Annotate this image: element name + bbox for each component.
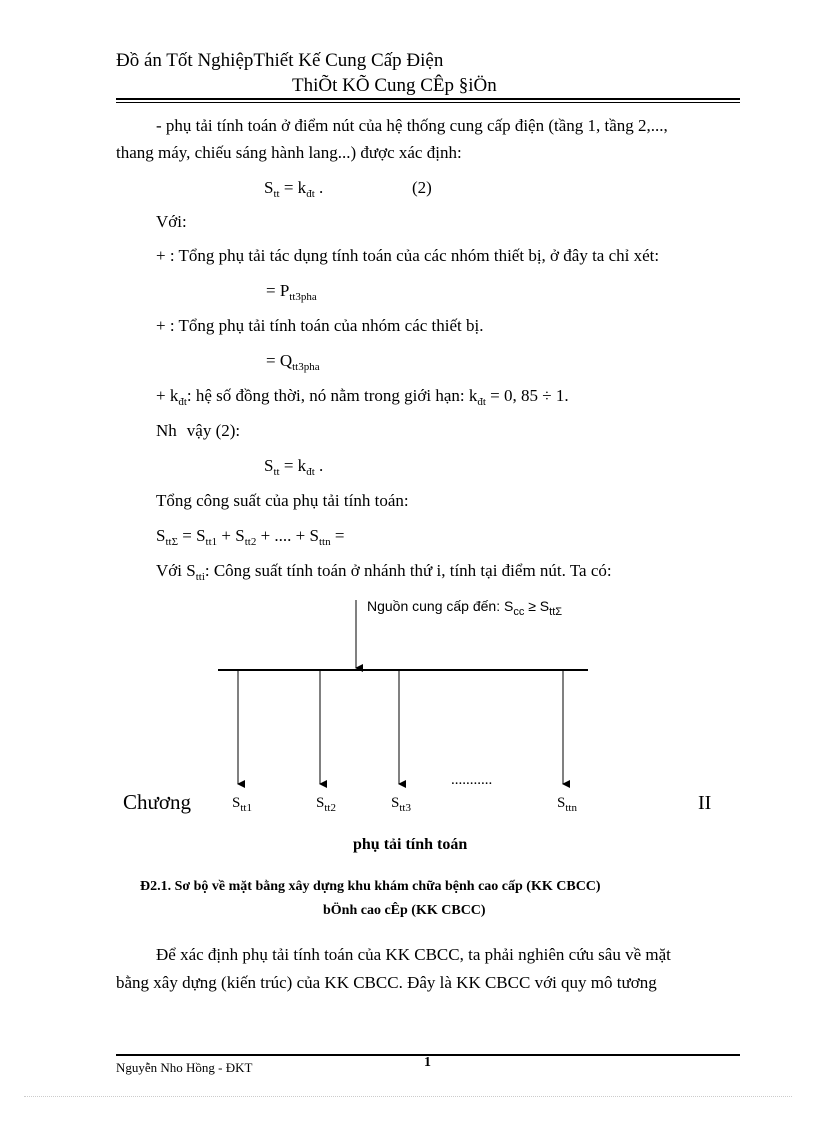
- equation-2: $S_{tt} = k_{đt}$ .: [264, 178, 324, 200]
- paragraph-line: - phụ tải tính toán ở điểm nút của hệ thống cung cấp điện (tầng 1, tầng 2,...,: [156, 116, 668, 135]
- section-heading-2: bÖnh cao cÊp (KK CBCC): [323, 903, 486, 918]
- ellipsis: ...........: [451, 772, 493, 788]
- header-subtitle: ThiÕt KÕ Cung CÊp §iÖn: [292, 75, 497, 96]
- equation-number: (2): [412, 178, 432, 197]
- equation-3: $S_{tt} = k_{đt}$ .: [264, 456, 324, 478]
- definition-item: + : Tổng phụ tải tính toán của nhóm các thiết bị.: [156, 316, 484, 335]
- chapter-title: phụ tải tính toán: [353, 836, 468, 853]
- paragraph-line: Để xác định phụ tải tính toán của KK CBCC, ta phải nghiên cứu sâu về mặt: [156, 945, 671, 964]
- section-heading: Đ2.1. Sơ bộ về mặt bằng xây dựng khu khám chữa bệnh cao cấp (KK CBCC): [140, 879, 601, 894]
- load-label-2: $S_{tt2}$: [316, 795, 336, 814]
- source-label: Nguồn cung cấp đến: $S_{cc} \ge S_{tt\Sigma}$: [367, 598, 563, 618]
- load-label-3: $S_{tt3}$: [391, 795, 411, 814]
- chapter-word: Chương: [123, 790, 191, 814]
- stti-definition: Với $S_{tti}$: Công suất tính toán ở nhánh thứ i, tính tại điểm nút. Ta có:: [156, 561, 612, 583]
- equation-q: = $Q_{tt3pha}$: [266, 351, 320, 373]
- definition-item: + : Tổng phụ tải tác dụng tính toán của các nhóm thiết bị, ở đây ta chỉ xét:: [156, 246, 660, 265]
- definition-item: + $k_{đt}$: hệ số đồng thời, nó nằm trong giới hạn: $k_{đt} = 0$, 85 ÷ 1.: [156, 386, 569, 408]
- header-title: Đồ án Tốt NghiệpThiết Kế Cung Cấp Điện: [116, 50, 444, 71]
- footer-author: Nguyễn Nho Hồng - ĐKT: [116, 1060, 253, 1075]
- page-number: 1: [424, 1055, 431, 1070]
- equation-p: = $P_{tt3pha}$: [266, 281, 317, 303]
- chapter-roman: II: [698, 792, 712, 814]
- sum-equation: $S_{tt\Sigma} = S_{tt1} + S_{tt2}$ + .... + $S_{ttn}$ =: [156, 526, 345, 548]
- with-label: Với:: [156, 212, 187, 231]
- load-label-n: $S_{ttn}$: [557, 795, 577, 814]
- page-edge: [24, 1096, 792, 1097]
- thus-line: Nh vậy (2):: [156, 421, 241, 440]
- paragraph-line: bằng xây dựng (kiến trúc) của KK CBCC. Đây là KK CBCC với quy mô tương: [116, 973, 657, 992]
- load-label-1: $S_{tt1}$: [232, 795, 252, 814]
- total-label: Tổng công suất của phụ tải tính toán:: [156, 491, 409, 510]
- paragraph-line: thang máy, chiếu sáng hành lang...) được xác định:: [116, 143, 462, 162]
